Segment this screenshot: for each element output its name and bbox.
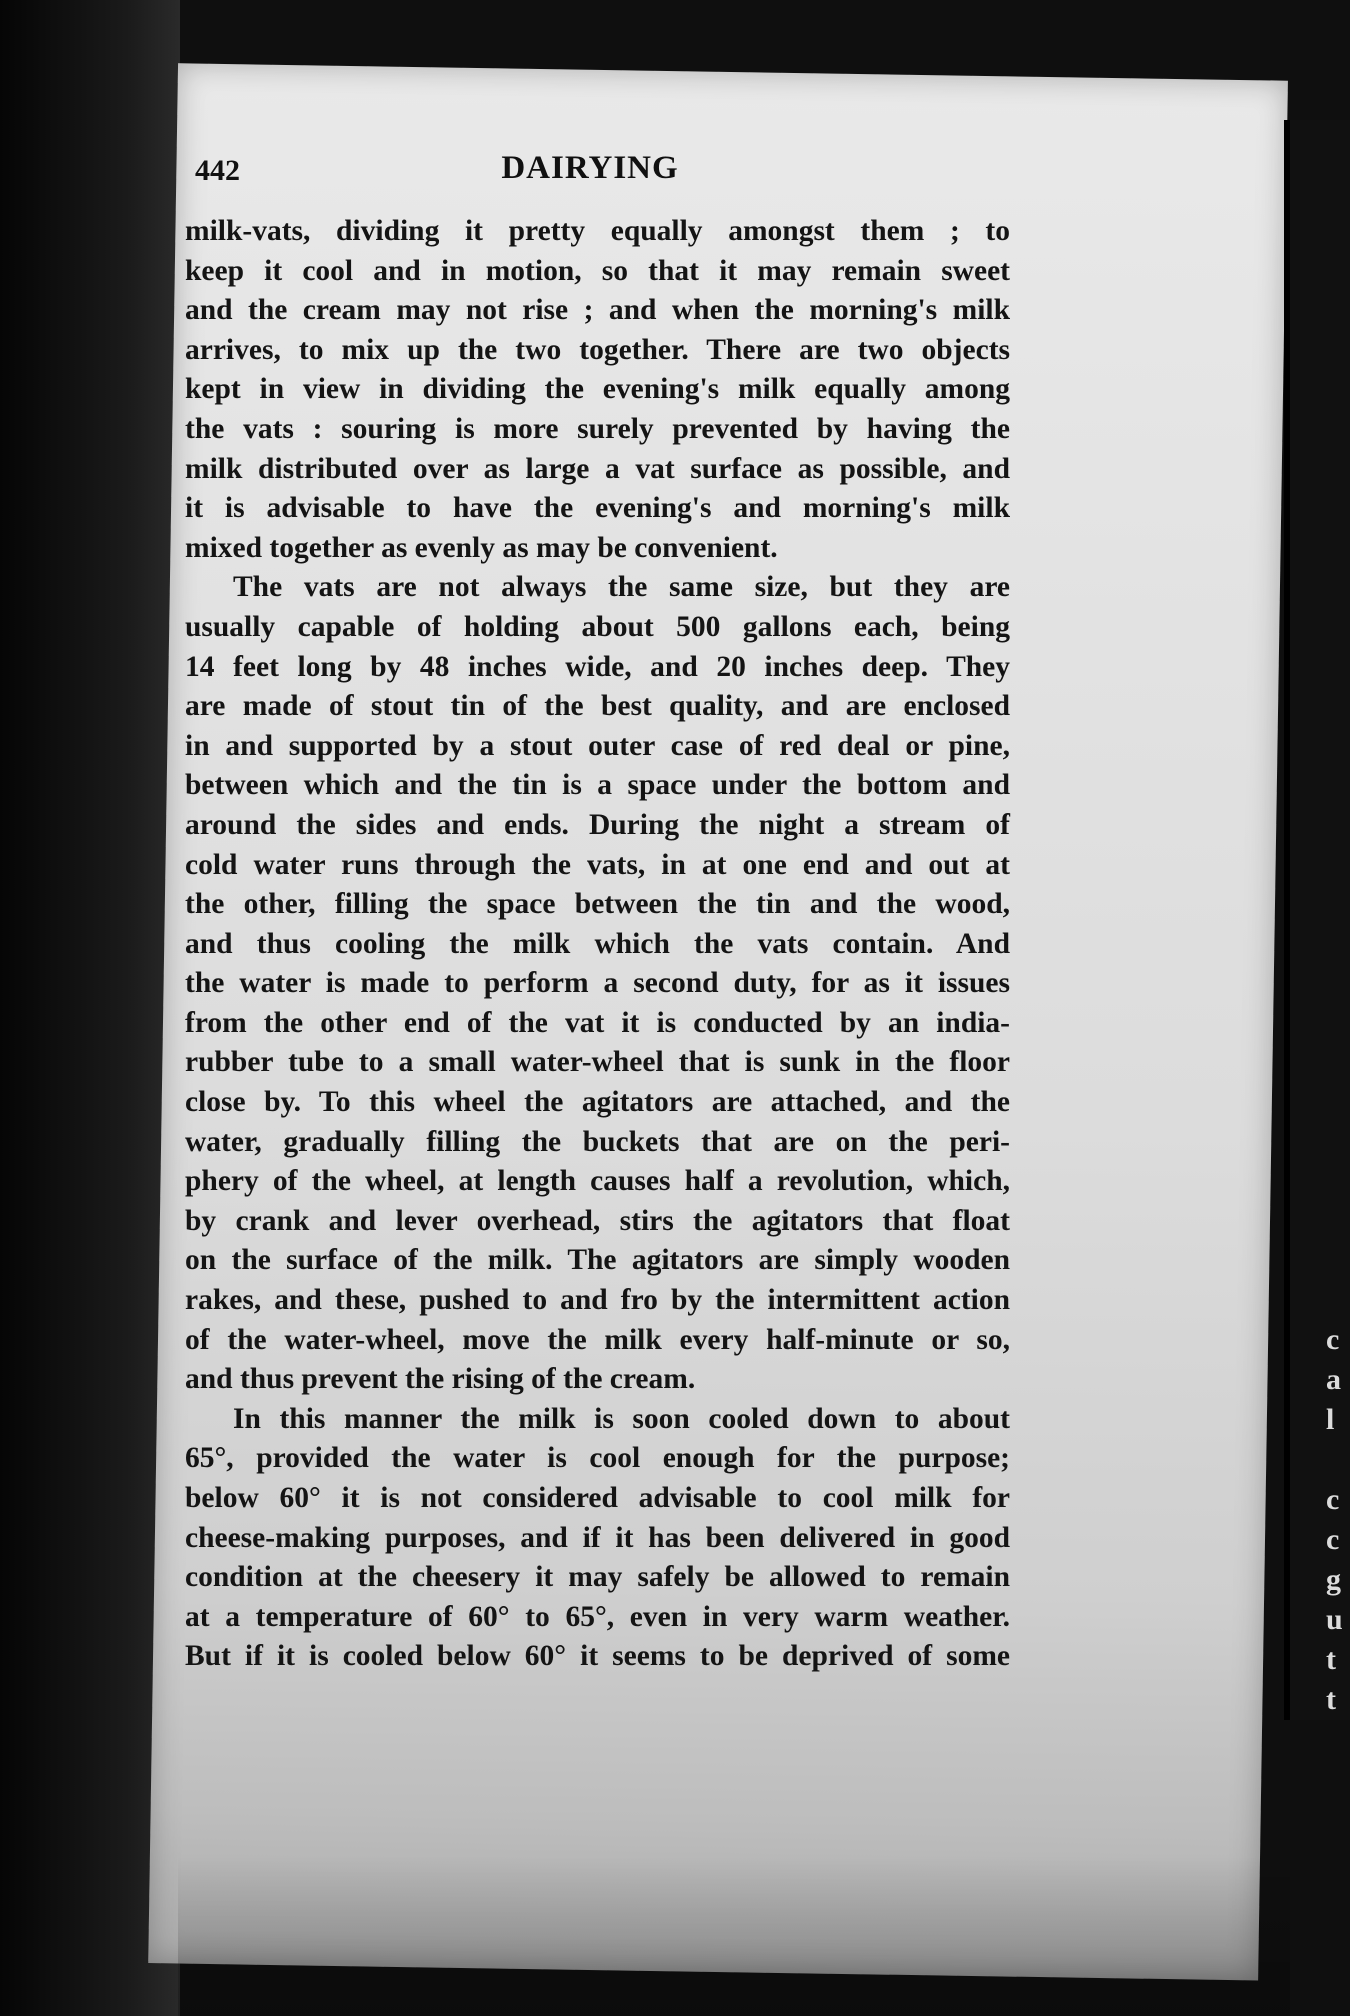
text-line: below 60° it is not considered advisable to cool milk for <box>185 1482 1010 1514</box>
adjacent-page-fragment: c <box>1326 1323 1340 1356</box>
text-line: close by. To this wheel the agitators are attached, and the <box>185 1086 1010 1119</box>
text-line: at a temperature of 60° to 65°, even in very warm weather. <box>185 1600 1010 1633</box>
text-line: in and supported by a stout outer case of red deal or pine, <box>185 729 1010 762</box>
adjacent-page-fragment: c <box>1326 1483 1340 1516</box>
adjacent-page-fragment: c <box>1326 1523 1340 1556</box>
adjacent-page-fragment: l <box>1326 1403 1335 1436</box>
adjacent-page-fragment: t <box>1326 1683 1336 1716</box>
adjacent-page-fragment: g <box>1326 1563 1341 1596</box>
text-line: 14 feet long by 48 inches wide, and 20 inches deep. They <box>185 650 1010 683</box>
text-line: keep it cool and in motion, so that it may remain sweet <box>185 254 1010 287</box>
text-line: phery of the wheel, at length causes half a revolution, which, <box>185 1165 1010 1198</box>
body-text <box>185 212 1010 1677</box>
text-line: from the other end of the vat it is conducted by an india- <box>185 1006 1010 1039</box>
text-line: and thus cooling the milk which the vats contain. And <box>185 927 1010 960</box>
page-number: 442 <box>195 154 240 187</box>
text-line: are made of stout tin of the best quality, and are enclosed <box>185 690 1010 723</box>
text-line: milk-vats, dividing it pretty equally amongst them ; to <box>185 215 1010 247</box>
adjacent-page-fragment <box>1326 1440 1350 1480</box>
text-line: milk distributed over as large a vat surface as possible, and <box>185 452 1010 485</box>
text-line: between which and the tin is a space under the bottom and <box>185 769 1010 802</box>
text-line: and the cream may not rise ; and when the morning's milk <box>185 294 1010 327</box>
adjacent-page-fragment: u <box>1326 1603 1343 1636</box>
adjacent-page-fragment: a <box>1326 1363 1341 1396</box>
text-line: mixed together as evenly as may be convenient. <box>185 531 778 564</box>
adjacent-page-fragments <box>1326 1320 1350 1720</box>
text-line: around the sides and ends. During the night a stream of <box>185 808 1010 841</box>
text-line: kept in view in dividing the evening's milk equally among <box>185 373 1010 406</box>
text-line: cold water runs through the vats, in at one end and out at <box>185 848 1010 881</box>
text-line: it is advisable to have the evening's and morning's milk <box>185 492 1010 525</box>
scan-shadow <box>178 1856 1290 2016</box>
text-line: by crank and lever overhead, stirs the agitators that float <box>185 1204 1010 1237</box>
text-line: But if it is cooled below 60° it seems to be deprived of some <box>185 1640 1010 1673</box>
text-line: rakes, and these, pushed to and fro by the intermittent action <box>185 1284 1010 1317</box>
text-line: cheese-making purposes, and if it has been delivered in good <box>185 1521 1010 1554</box>
text-line: the water is made to perform a second duty, for as it issues <box>185 967 1010 1000</box>
text-line: rubber tube to a small water-wheel that is sunk in the floor <box>185 1046 1010 1079</box>
text-line: arrives, to mix up the two together. There are two objects <box>185 333 1010 366</box>
text-line: condition at the cheesery it may safely be allowed to remain <box>185 1561 1010 1594</box>
adjacent-page-fragment: t <box>1326 1643 1336 1676</box>
text-line: on the surface of the milk. The agitators are simply wooden <box>185 1244 1010 1277</box>
text-line: of the water-wheel, move the milk every half-minute or so, <box>185 1323 1010 1356</box>
running-head: DAIRYING <box>501 150 679 186</box>
text-line: the other, filling the space between the tin and the wood, <box>185 888 1010 921</box>
text-line: The vats are not always the same size, but they are <box>233 571 1010 604</box>
text-line: the vats : souring is more surely prevented by having the <box>185 412 1010 445</box>
page-header <box>195 150 985 200</box>
text-line: 65°, provided the water is cool enough for the purpose; <box>185 1442 1010 1475</box>
text-line: In this manner the milk is soon cooled down to about <box>233 1402 1010 1435</box>
text-line: usually capable of holding about 500 gallons each, being <box>185 610 1010 643</box>
text-line: and thus prevent the rising of the cream. <box>185 1363 696 1396</box>
text-line: water, gradually filling the buckets that are on the peri- <box>185 1125 1010 1158</box>
